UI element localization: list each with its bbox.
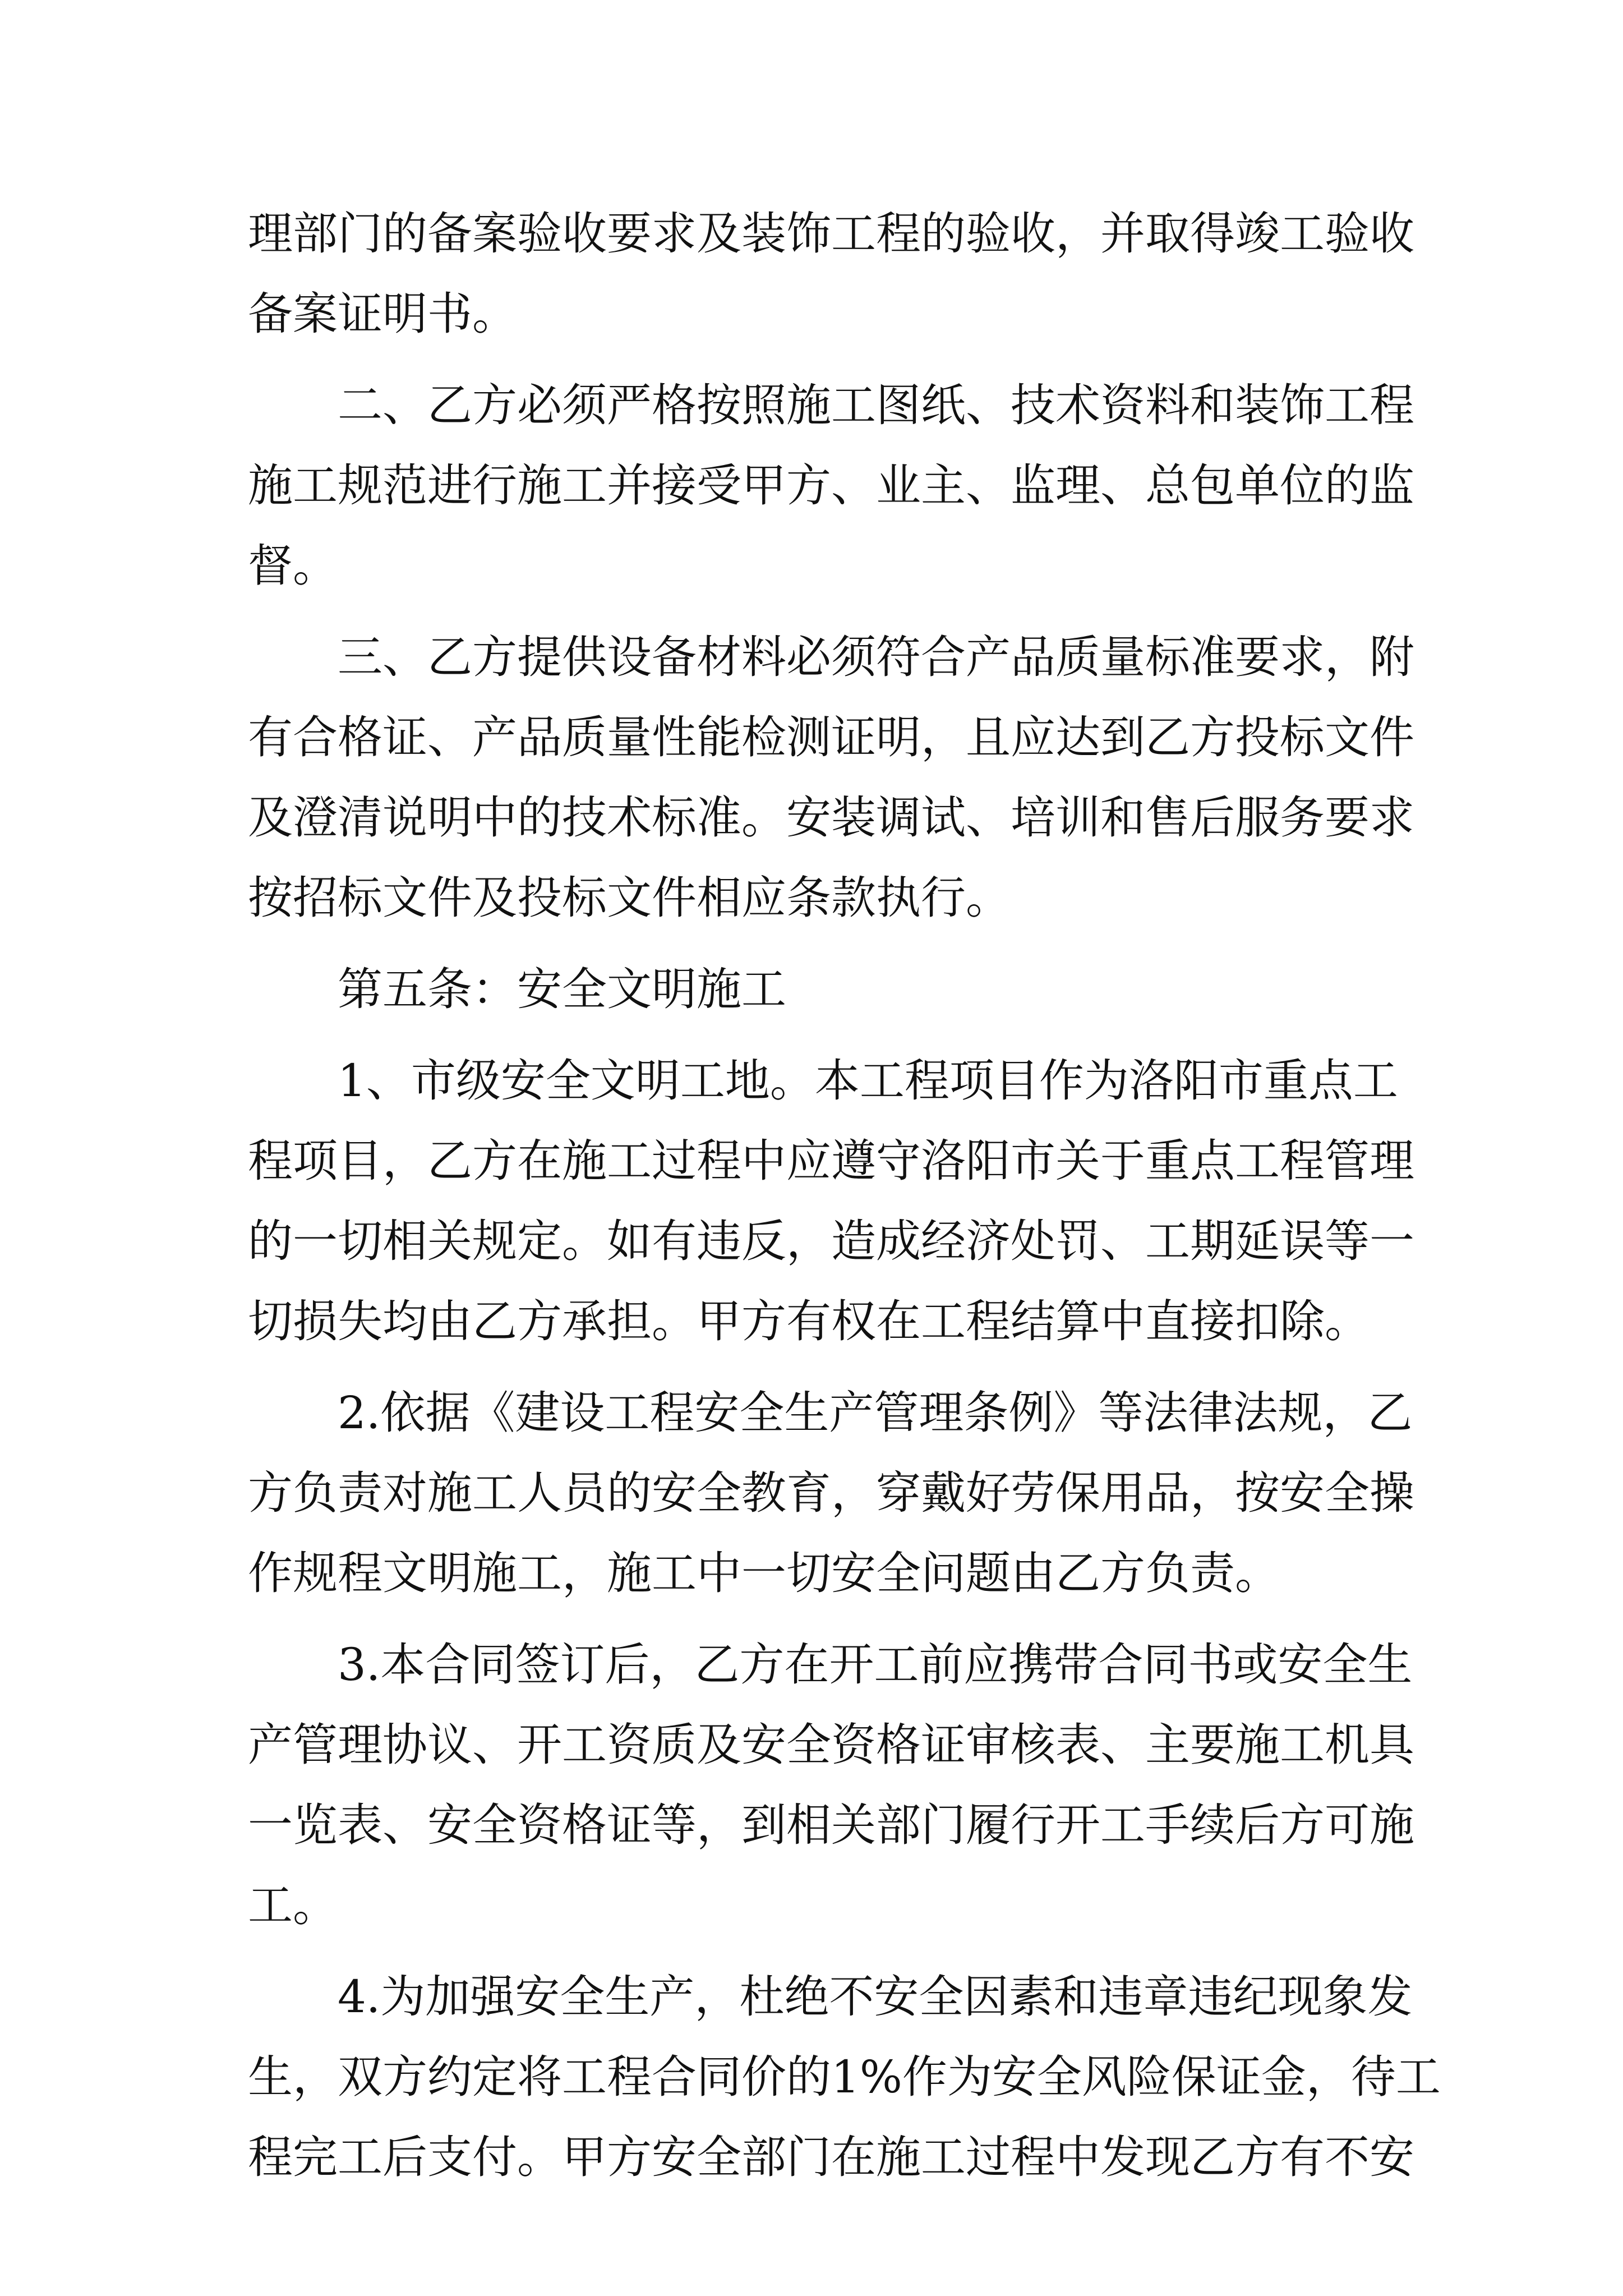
- paragraph-safety-regulations: [248, 1373, 1414, 1613]
- text-line: 切损失均由乙方承担。甲方有权在工程结算中直接扣除。: [248, 1295, 1370, 1347]
- text-line: 程项目，乙方在施工过程中应遵守洛阳市关于重点工程管理: [248, 1135, 1414, 1187]
- text-line: 作规程文明施工，施工中一切安全问题由乙方负责。: [248, 1547, 1280, 1599]
- paragraph-civilized-site: [248, 1041, 1414, 1361]
- text-line: 的一切相关规定。如有违反，造成经济处罚、工期延误等一: [248, 1215, 1414, 1267]
- text-line: 督。: [248, 540, 338, 592]
- text-line: 备案证明书。: [248, 288, 517, 340]
- text-line: 1、市级安全文明工地。本工程项目作为洛阳市重点工: [338, 1055, 1398, 1107]
- text-line: 二、乙方必须严格按照施工图纸、技术资料和装饰工程: [338, 379, 1414, 431]
- text-line: 三、乙方提供设备材料必须符合产品质量标准要求，附: [338, 631, 1414, 683]
- paragraph-construction-standards: [248, 365, 1414, 606]
- paragraph-acceptance-continued: [248, 194, 1414, 354]
- text-line: 施工规范进行施工并接受甲方、业主、监理、总包单位的监: [248, 459, 1414, 512]
- section-heading: 第五条：安全文明施工: [338, 963, 786, 1015]
- paragraph-safety-deposit: [248, 1957, 1441, 2197]
- document-body: [248, 194, 1441, 2197]
- paragraph-material-quality: [248, 617, 1414, 938]
- text-line: 有合格证、产品质量性能检测证明，且应达到乙方投标文件: [248, 711, 1414, 763]
- text-line: 产管理协议、开工资质及安全资格证审核表、主要施工机具: [248, 1719, 1414, 1771]
- text-line: 方负责对施工人员的安全教育，穿戴好劳保用品，按安全操: [248, 1467, 1414, 1519]
- text-line: 生，双方约定将工程合同价的1%作为安全风险保证金，待工: [248, 2051, 1441, 2103]
- text-line: 4.为加强安全生产，杜绝不安全因素和违章违纪现象发: [338, 1971, 1413, 2023]
- text-line: 一览表、安全资格证等，到相关部门履行开工手续后方可施: [248, 1799, 1414, 1851]
- section-heading-article-five: [248, 949, 1392, 1029]
- text-line: 理部门的备案验收要求及装饰工程的验收，并取得竣工验收: [248, 208, 1414, 260]
- text-line: 按招标文件及投标文件相应条款执行。: [248, 872, 1011, 924]
- text-line: 及澄清说明中的技术标准。安装调试、培训和售后服务要求: [248, 792, 1414, 844]
- text-line: 2.依据《建设工程安全生产管理条例》等法律法规，乙: [338, 1387, 1413, 1439]
- text-line: 程完工后支付。甲方安全部门在施工过程中发现乙方有不安: [248, 2131, 1414, 2183]
- text-line: 3.本合同签订后，乙方在开工前应携带合同书或安全生: [338, 1639, 1413, 1691]
- paragraph-contract-signing: [248, 1625, 1414, 1945]
- text-line: 工。: [248, 1879, 338, 1931]
